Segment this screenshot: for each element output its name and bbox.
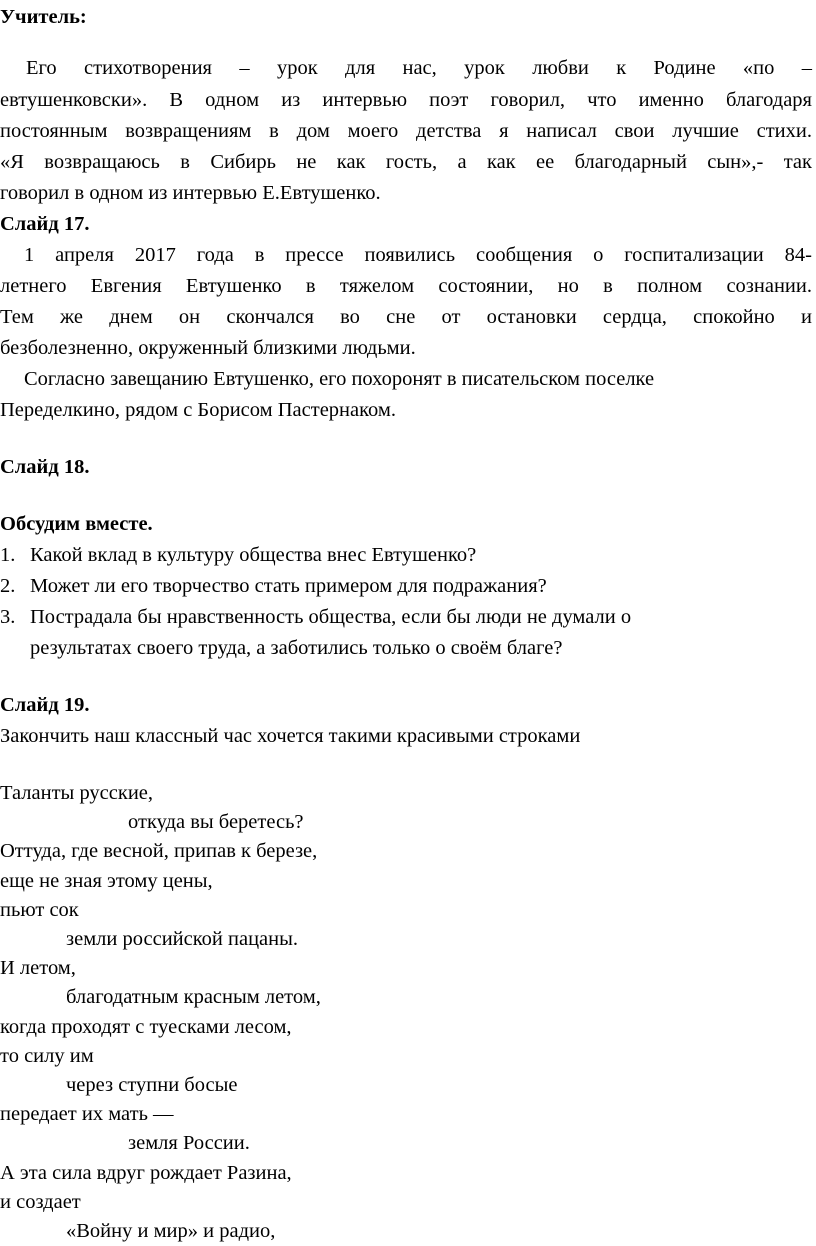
poem-line: и создает <box>0 1191 81 1213</box>
list-item-text: Может ли его творчество стать примером для подражания? <box>30 575 547 597</box>
teacher-paragraph-line: говорил в одном из интервью Е.Евтушенко. <box>0 182 381 204</box>
poem-line: А эта сила вдруг рождает Разина, <box>0 1162 292 1184</box>
teacher-paragraph-line: Его стихотворения – урок для нас, урок любви к Родине «по – <box>26 57 812 79</box>
poem-line: земля России. <box>128 1132 250 1154</box>
poem-line: когда проходят с туесками лесом, <box>0 1016 292 1038</box>
poem-line: через ступни босые <box>66 1074 238 1096</box>
list-item-number: 2. <box>0 575 16 597</box>
poem-line: то силу им <box>0 1045 94 1067</box>
poem-line: «Войну и мир» и радио, <box>66 1220 276 1242</box>
list-item-number: 3. <box>0 606 16 628</box>
discussion-heading: Обсудим вместе. <box>0 513 153 535</box>
list-item-text: результатах своего труда, а заботились только о своём благе? <box>30 637 563 659</box>
list-item-number: 1. <box>0 544 16 566</box>
poem-line: откуда вы беретесь? <box>128 811 304 833</box>
teacher-paragraph-line: «Я возвращаюсь в Сибирь не как гость, а как ее благодарный сын»,- так <box>0 151 812 173</box>
slide-19-intro: Закончить наш классный час хочется такими красивыми строками <box>0 725 581 747</box>
slide-19-heading: Слайд 19. <box>0 694 90 716</box>
slide-17-paragraph-line: летнего Евгения Евтушенко в тяжелом состоянии, но в полном сознании. <box>0 275 812 297</box>
teacher-paragraph-line: евтушенковски». В одном из интервью поэт говорил, что именно благодаря <box>0 89 812 111</box>
poem-line: И летом, <box>0 957 76 979</box>
slide-17-paragraph-line: Тем же днем он скончался во сне от остановки сердца, спокойно и <box>0 306 812 328</box>
poem-line: Оттуда, где весной, припав к березе, <box>0 840 318 862</box>
poem-line: передает их мать — <box>0 1103 174 1125</box>
poem-line: пьют сок <box>0 899 79 921</box>
teacher-paragraph-line: постоянным возвращениям в дом моего детства я написал свои лучшие стихи. <box>0 120 812 142</box>
list-item-text: Пострадала бы нравственность общества, если бы люди не думали о <box>30 606 632 628</box>
slide-17-heading: Слайд 17. <box>0 213 90 235</box>
list-item-text: Какой вклад в культуру общества внес Евтушенко? <box>30 544 477 566</box>
poem-line: земли российской пацаны. <box>66 928 299 950</box>
slide-18-heading: Слайд 18. <box>0 456 90 478</box>
poem-line: благодатным красным летом, <box>66 986 321 1008</box>
slide-17-paragraph-line: Переделкино, рядом с Борисом Пастернаком. <box>0 399 396 421</box>
poem-line: Таланты русские, <box>0 782 154 804</box>
poem-line: еще не зная этому цены, <box>0 870 213 892</box>
slide-17-paragraph-line: Согласно завещанию Евтушенко, его похоронят в писательском поселке <box>24 368 655 390</box>
slide-17-paragraph-line: безболезненно, окруженный близкими людьми. <box>0 337 416 359</box>
teacher-label: Учитель: <box>0 6 87 28</box>
slide-17-paragraph-line: 1 апреля 2017 года в прессе появились сообщения о госпитализации 84- <box>24 244 812 266</box>
